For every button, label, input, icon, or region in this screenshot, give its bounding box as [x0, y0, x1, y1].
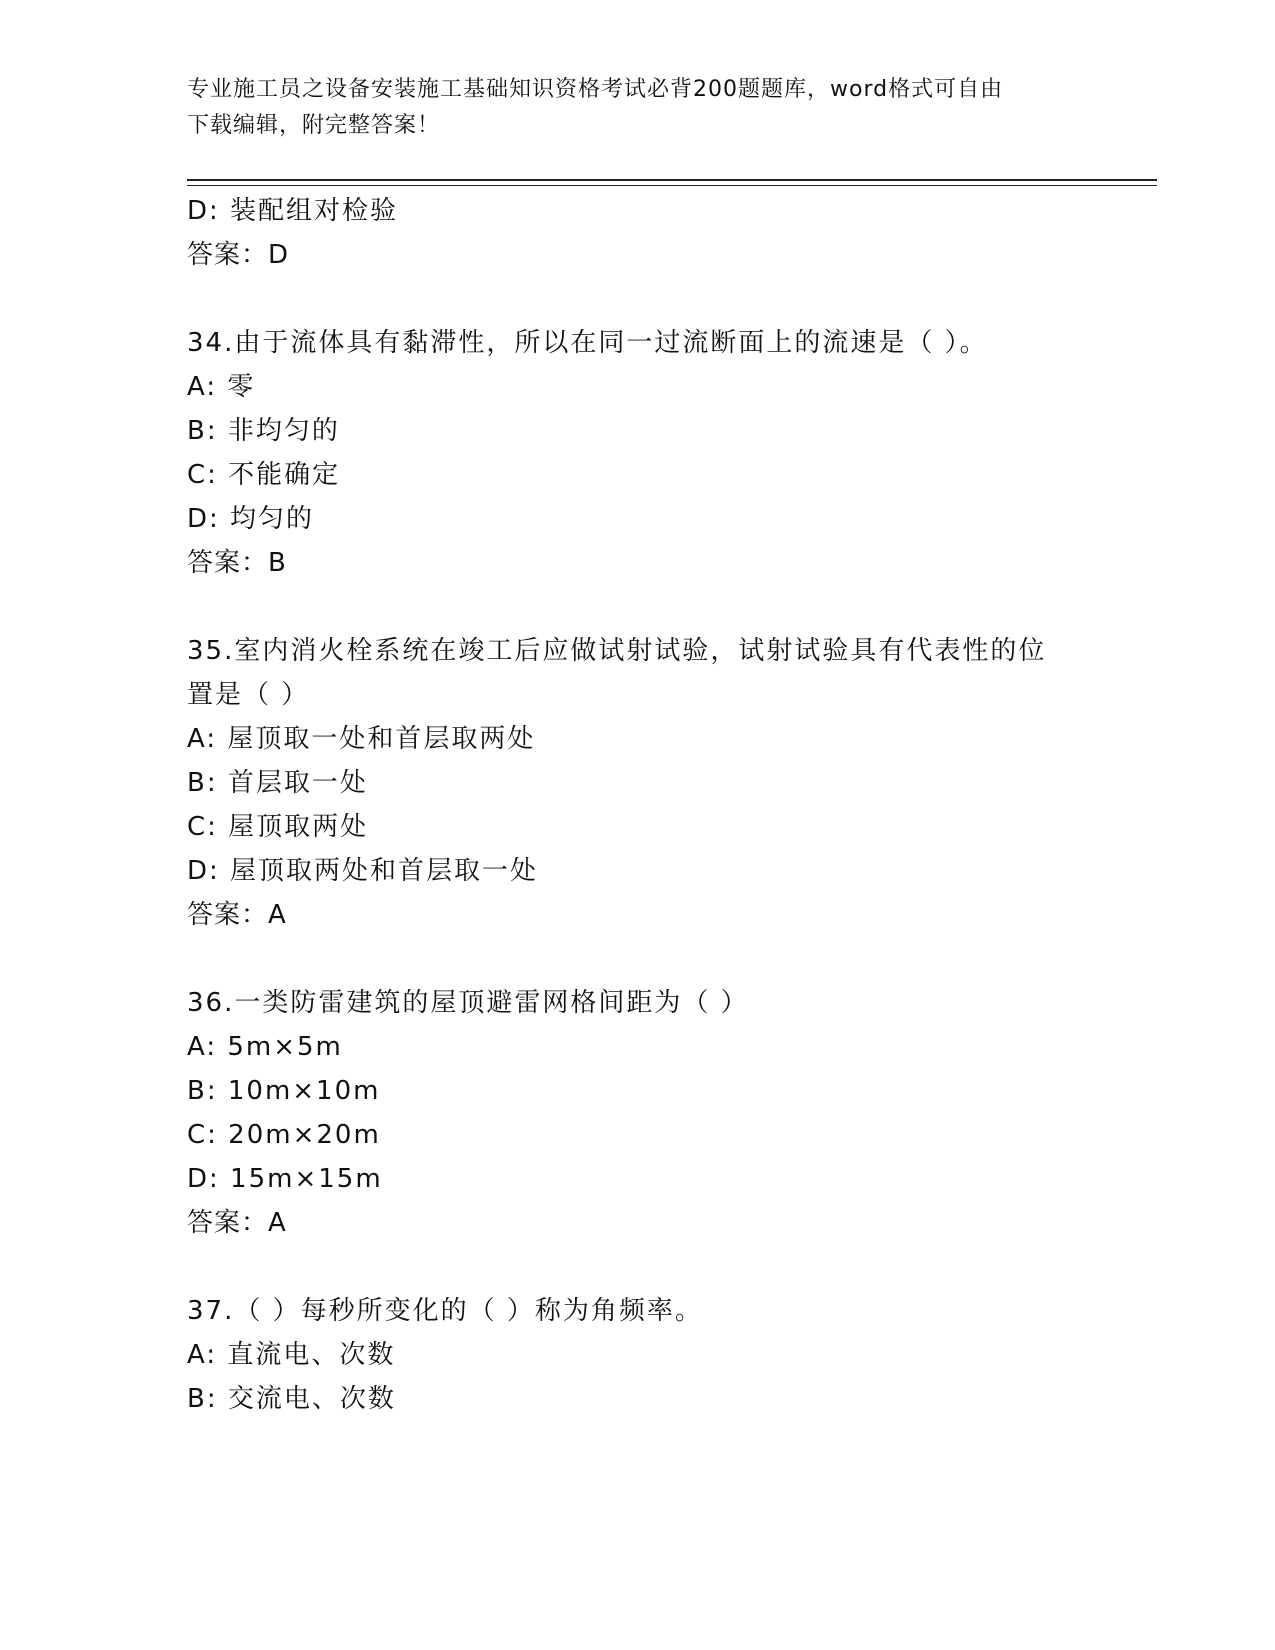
q35-stem-line-2: 置是（ ） [187, 680, 310, 710]
q37-option-a: A: 直流电、次数 [187, 1340, 396, 1370]
q33-answer: 答案：D [187, 240, 290, 270]
q34-answer: 答案：B [187, 548, 287, 578]
header-divider-thick [187, 179, 1157, 181]
q34-option-a: A: 零 [187, 372, 256, 402]
q34-option-d: D: 均匀的 [187, 504, 315, 534]
q36-option-d: D: 15m×15m [187, 1164, 383, 1194]
document-header [187, 72, 1087, 144]
q37-option-b: B: 交流电、次数 [187, 1384, 396, 1414]
q33-option-d: D: 装配组对检验 [187, 196, 399, 226]
q36-option-c: C: 20m×20m [187, 1120, 381, 1150]
q35-option-b: B: 首层取一处 [187, 768, 368, 798]
q35-option-d: D: 屋顶取两处和首层取一处 [187, 856, 539, 886]
header-line-1: 专业施工员之设备安装施工基础知识资格考试必背200题题库，word格式可自由 [187, 77, 1004, 102]
q37-stem: 37.（ ）每秒所变化的（ ）称为角频率。 [187, 1296, 703, 1326]
header-line-2: 下载编辑，附完整答案！ [187, 113, 441, 138]
q35-option-a: A: 屋顶取一处和首层取两处 [187, 724, 536, 754]
q35-stem-line-1: 35.室内消火栓系统在竣工后应做试射试验，试射试验具有代表性的位 [187, 636, 1047, 666]
q34-option-c: C: 不能确定 [187, 460, 341, 490]
q36-stem: 36.一类防雷建筑的屋顶避雷网格间距为（ ） [187, 988, 749, 1018]
q34-stem: 34.由于流体具有黏滞性，所以在同一过流断面上的流速是（ ）。 [187, 328, 988, 358]
q34-option-b: B: 非均匀的 [187, 416, 340, 446]
q35-option-c: C: 屋顶取两处 [187, 812, 369, 842]
q36-option-b: B: 10m×10m [187, 1076, 381, 1106]
header-divider-thin [187, 185, 1157, 186]
q36-option-a: A: 5m×5m [187, 1032, 343, 1062]
q35-answer: 答案：A [187, 900, 287, 930]
q36-answer: 答案：A [187, 1208, 287, 1238]
